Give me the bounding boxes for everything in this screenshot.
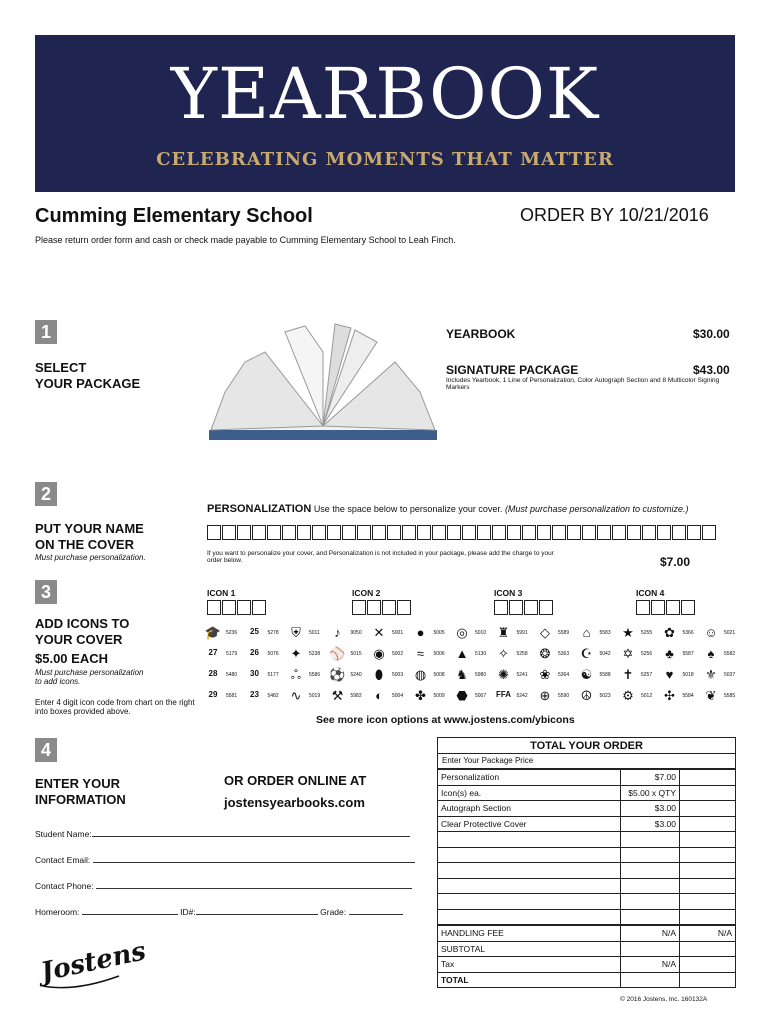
contact-email-field[interactable]	[93, 862, 415, 863]
gymnast-icon: ✧	[498, 645, 509, 661]
personalization-price: $7.00	[660, 555, 691, 569]
jostens-logo	[35, 936, 149, 994]
icon-code: 5278	[267, 630, 279, 636]
icon-code: 5004	[392, 693, 404, 699]
book-image	[205, 322, 440, 450]
icon-code: 5582	[724, 651, 736, 657]
icon-code: 5581	[226, 693, 238, 699]
shield-icon: ⛨	[291, 624, 301, 640]
homeroom-row	[35, 907, 403, 917]
horse-icon: ♞	[456, 666, 468, 682]
icon-code: 5257	[641, 672, 653, 678]
contact-phone-row	[35, 881, 412, 891]
homeroom-field[interactable]	[82, 914, 178, 915]
order-item-amount[interactable]	[680, 909, 736, 925]
yin-yang-icon: ☯	[580, 666, 593, 682]
clover-icon: ♣	[665, 645, 674, 661]
student-name-label: Student Name:	[35, 829, 92, 839]
wheat-icon: ❦	[705, 687, 717, 703]
crescent-icon: ☪	[580, 645, 593, 661]
personalization-desc: Use the space below to personalize your cover.	[313, 504, 503, 514]
icon-code: 5980	[475, 672, 487, 678]
icon-code: 5584	[682, 693, 694, 699]
icon-price: $5.00 EACH	[35, 651, 108, 666]
icon-code: 5589	[558, 630, 570, 636]
more-icons-link[interactable]: See more icon options at www.jostens.com/ybicons	[316, 714, 575, 726]
icon-code: 5008	[433, 672, 445, 678]
order-item-label: Icon(s) ea.	[438, 785, 621, 801]
icon-code: 5009	[433, 693, 445, 699]
tennis-icon: ◐	[375, 687, 383, 703]
softball-icon: ◍	[414, 666, 427, 682]
package-price-row[interactable]	[437, 754, 736, 769]
baseball-icon: ⚾	[329, 645, 346, 661]
icon-1-label: ICON 1	[207, 588, 236, 598]
order-item-amount[interactable]	[680, 832, 736, 848]
class-of-30-icon: 30	[250, 669, 259, 678]
order-item-amount[interactable]	[680, 801, 736, 817]
icon-code: 5364	[558, 672, 570, 678]
contact-email-row	[35, 855, 415, 865]
class-of-23-icon: 23	[250, 690, 259, 699]
handling-row	[438, 926, 736, 942]
tax-value-a: N/A	[621, 957, 680, 973]
order-row	[438, 816, 736, 832]
icon-code: 5482	[267, 693, 279, 699]
order-item-label	[438, 878, 621, 894]
icon-code: 5255	[641, 630, 653, 636]
icon-code: 5583	[599, 630, 611, 636]
icon-2-label: ICON 2	[352, 588, 381, 598]
fleur-icon: ⚜	[705, 666, 717, 682]
id-label: ID#:	[180, 907, 196, 917]
icon-code: 5021	[724, 630, 736, 636]
handling-value-a: N/A	[621, 926, 680, 942]
eagle-icon: ▲	[455, 645, 469, 661]
total-label: TOTAL	[438, 972, 621, 988]
online-url[interactable]: jostensyearbooks.com	[224, 795, 365, 810]
order-row	[438, 770, 736, 786]
order-item-price: $7.00	[621, 770, 680, 786]
contact-email-label: Contact Email:	[35, 855, 91, 865]
order-item-price: $3.00	[621, 801, 680, 817]
icon-4-label: ICON 4	[636, 588, 665, 598]
handling-value-b: N/A	[680, 926, 736, 942]
icon-code: 5023	[599, 693, 611, 699]
icon-code: 5019	[309, 693, 321, 699]
cheer-icon: ✦	[290, 645, 302, 661]
smiley-icon: ☺	[704, 624, 718, 640]
icon-code: 5363	[558, 651, 570, 657]
step-1-badge: 1	[35, 320, 57, 344]
order-item-amount[interactable]	[680, 863, 736, 879]
subtotal-value[interactable]	[680, 941, 736, 957]
instructions: Please return order form and cash or check made payable to Cumming Elementary School to Leah Finch.	[35, 235, 456, 245]
bulldog-icon: ⬣	[456, 687, 468, 703]
package-signature: SIGNATURE PACKAGE	[446, 363, 579, 377]
icon-code: 5236	[226, 630, 238, 636]
order-item-amount[interactable]	[680, 894, 736, 910]
handling-label: HANDLING FEE	[438, 926, 621, 942]
package-price-label: Enter Your Package Price	[442, 756, 534, 765]
package-signature-price: $43.00	[693, 363, 730, 377]
personalization-heading-row	[207, 503, 689, 515]
hockey-icon: ⚒	[331, 687, 344, 703]
ffa-icon: FFA	[495, 690, 512, 699]
cross-icon: ✝	[622, 666, 634, 682]
order-row	[438, 847, 736, 863]
icon-code: 5015	[350, 651, 362, 657]
ribbon-icon: ஃ	[290, 666, 302, 682]
icon-2-boxes[interactable]	[352, 600, 412, 620]
graduation-cap-icon: 🎓	[204, 624, 222, 640]
order-item-price	[621, 878, 680, 894]
guitar-icon: ♪	[334, 624, 341, 640]
icon-3-boxes[interactable]	[494, 600, 554, 620]
volleyball-2-icon: ⚙	[622, 687, 634, 703]
icon-code: 9050	[350, 630, 362, 636]
personalization-note: (Must purchase personalization to customize.)	[504, 504, 689, 514]
order-item-amount[interactable]	[680, 785, 736, 801]
online-label: OR ORDER ONLINE AT	[224, 773, 367, 788]
icon-code: 5238	[309, 651, 321, 657]
icon-code: 5982	[350, 693, 362, 699]
cross-circle-icon: ⊕	[539, 687, 551, 703]
icon-code: 5366	[682, 630, 694, 636]
order-item-price	[621, 894, 680, 910]
icon-code: 5585	[724, 693, 736, 699]
icon-code: 5042	[599, 651, 611, 657]
package-yearbook: YEARBOOK	[446, 327, 516, 341]
subtotal-label: SUBTOTAL	[438, 941, 621, 957]
icon-code: 5241	[516, 672, 528, 678]
step-3-badge: 3	[35, 580, 57, 604]
palm-tree-icon: ♠	[707, 645, 715, 661]
order-table	[437, 737, 736, 988]
package-yearbook-price: $30.00	[693, 327, 730, 341]
grade-label: Grade:	[320, 907, 347, 917]
torch-icon: ♜	[497, 624, 510, 640]
icon-code: 5240	[350, 672, 362, 678]
badge-icon: ❂	[539, 645, 551, 661]
order-by: ORDER BY 10/21/2016	[520, 205, 709, 225]
icon-code: 5258	[516, 651, 528, 657]
order-item-price	[621, 847, 680, 863]
order-item-amount[interactable]	[680, 770, 736, 786]
order-item-label	[438, 894, 621, 910]
order-row	[438, 801, 736, 817]
heart-icon: ♥	[665, 666, 674, 682]
total-qty[interactable]	[621, 972, 680, 988]
step-2-label: PUT YOUR NAME ON THE COVER	[35, 521, 144, 552]
class-of-27-icon: 27	[208, 648, 218, 657]
order-item-label	[438, 847, 621, 863]
icon-code: 5179	[226, 651, 238, 657]
grade-field[interactable]	[349, 914, 403, 915]
icon-code: 5002	[392, 651, 404, 657]
class-of-25-icon: 25	[250, 627, 259, 636]
icon-code: 5005	[433, 630, 445, 636]
icon-code: 5076	[267, 651, 279, 657]
homeroom-label: Homeroom:	[35, 907, 80, 917]
paw-icon: ✿	[664, 624, 675, 640]
package-signature-desc: Includes Yearbook, 1 Line of Personalization, Color Autograph Section and 8 Multicolor Signing Markers	[446, 377, 720, 391]
icon-code: 5010	[475, 630, 487, 636]
order-item-price: $5.00 x QTY	[621, 785, 680, 801]
icon-code: 5256	[641, 651, 653, 657]
icon-3-label: ICON 3	[494, 588, 523, 598]
school-name: Cumming Elementary School	[35, 205, 313, 227]
order-item-label: Clear Protective Cover	[438, 816, 621, 832]
order-item-price	[621, 863, 680, 879]
class-of-26-icon: 26	[250, 648, 259, 657]
step-1-label: SELECT YOUR PACKAGE	[35, 360, 141, 391]
order-title: TOTAL YOUR ORDER	[437, 737, 736, 754]
icon-code: 5587	[682, 651, 694, 657]
order-item-label: Personalization	[438, 770, 621, 786]
icon-code: 5011	[309, 630, 320, 636]
class-of-28-icon: 28	[208, 669, 218, 678]
icon-code: 5003	[392, 672, 404, 678]
step-4-label: ENTER YOUR INFORMATION	[35, 776, 126, 807]
crossed-bats-icon: ✕	[373, 624, 385, 640]
icon-code: 5480	[226, 672, 238, 678]
order-row	[438, 909, 736, 925]
icon-code: 5006	[433, 651, 445, 657]
subtotal-qty[interactable]	[621, 941, 680, 957]
contact-phone-field[interactable]	[96, 888, 412, 889]
icon-code: 5590	[558, 693, 570, 699]
order-row	[438, 863, 736, 879]
order-item-amount[interactable]	[680, 847, 736, 863]
order-item-label	[438, 832, 621, 848]
tiger-icon: ✺	[498, 666, 509, 682]
order-row	[438, 832, 736, 848]
star-icon: ★	[622, 624, 634, 640]
order-item-label	[438, 909, 621, 925]
personalization-price-note: If you want to personalize your cover, and Personalization is not included in your package, please add the charge to your order below.	[207, 550, 554, 564]
icon-code: 5177	[267, 672, 279, 678]
volleyball-icon: ◎	[456, 624, 468, 640]
icon-code: 5991	[516, 630, 528, 636]
step-3-label: ADD ICONS TO YOUR COVER	[35, 616, 130, 647]
icon-code: 5130	[475, 651, 487, 657]
icon-code: 5018	[682, 672, 694, 678]
class-of-29-icon: 29	[208, 690, 218, 699]
star-of-david-icon: ✡	[622, 645, 634, 661]
icon-code: 5012	[641, 693, 653, 699]
step-2-badge: 2	[35, 482, 57, 506]
order-rows	[437, 769, 736, 925]
ball-4h-icon: ✣	[664, 687, 675, 703]
id-field[interactable]	[196, 914, 318, 915]
order-item-amount[interactable]	[680, 878, 736, 894]
peace-icon: ☮	[580, 687, 593, 703]
paw-print-icon: ❀	[539, 666, 551, 682]
order-row	[438, 894, 736, 910]
svg-text:Jostens: Jostens	[38, 936, 149, 988]
subtotal-row	[438, 941, 736, 957]
swimmer-icon: ∿	[290, 687, 302, 703]
dancer-icon: ✤	[415, 687, 426, 703]
diamond-ring-icon: ◇	[540, 624, 550, 640]
icon-1-boxes[interactable]	[207, 600, 267, 620]
step-3-note: Must purchase personalization to add icons.	[35, 668, 144, 686]
banner-subtitle: CELEBRATING MOMENTS THAT MATTER	[156, 149, 614, 170]
icon-chart	[205, 625, 740, 710]
student-name-row	[35, 829, 410, 839]
student-name-field[interactable]	[92, 836, 410, 837]
order-item-label	[438, 863, 621, 879]
icon-code: 5588	[599, 672, 611, 678]
step-2-note: Must purchase personalization.	[35, 553, 146, 562]
step-4-badge: 4	[35, 738, 57, 762]
order-item-label: Autograph Section	[438, 801, 621, 817]
total-row	[438, 972, 736, 988]
tax-row	[438, 957, 736, 973]
personalization-boxes[interactable]	[207, 525, 717, 545]
icon-instructions: Enter 4 digit icon code from chart on the right into boxes provided above.	[35, 698, 195, 716]
basketball-icon: ◉	[373, 645, 385, 661]
dolphin-icon: ≈	[416, 645, 425, 661]
order-item-price	[621, 832, 680, 848]
order-row	[438, 785, 736, 801]
icon-code: 5586	[309, 672, 321, 678]
basketball-hoop-icon: ⌂	[582, 624, 591, 640]
icon-code: 5037	[724, 672, 736, 678]
order-row	[438, 878, 736, 894]
total-value[interactable]	[680, 972, 736, 988]
copyright: © 2016 Jostens, Inc. 160132A	[620, 996, 708, 1003]
tax-value[interactable]	[680, 957, 736, 973]
tax-label: Tax	[438, 957, 621, 973]
order-item-price	[621, 909, 680, 925]
header-banner	[35, 35, 735, 192]
icon-code: 5242	[516, 693, 528, 699]
icon-code: 5007	[475, 693, 487, 699]
order-item-price: $3.00	[621, 816, 680, 832]
personalization-heading: PERSONALIZATION	[207, 503, 312, 515]
order-item-amount[interactable]	[680, 816, 736, 832]
icon-4-boxes[interactable]	[636, 600, 696, 620]
icon-code: 5001	[392, 630, 404, 636]
contact-phone-label: Contact Phone:	[35, 881, 94, 891]
football-icon: ⬮	[374, 666, 384, 682]
bowling-icon: ●	[416, 624, 425, 640]
soccer-icon: ⚽	[329, 666, 346, 682]
banner-title: YEARBOOK	[170, 53, 600, 135]
